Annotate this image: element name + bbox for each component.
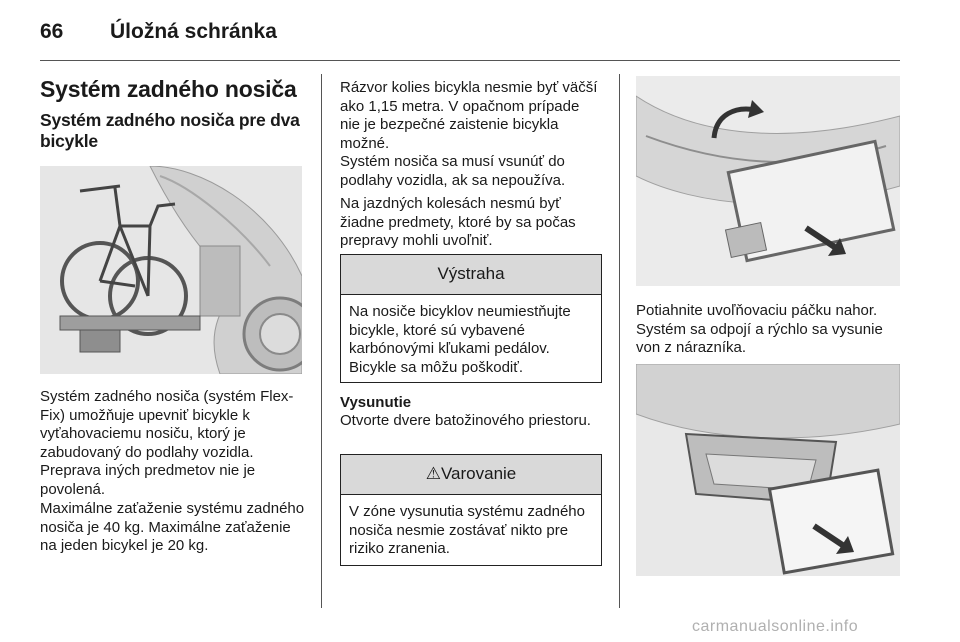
carrier-extended-illustration <box>636 364 900 576</box>
header-divider <box>40 60 900 61</box>
release-lever-illustration <box>636 76 900 286</box>
warning-icon: ⚠ <box>425 464 441 483</box>
warning-text: V zóne vysunutia systému zadného nosiča nesmie zostávať nikto pre riziko zranenia. <box>349 503 585 557</box>
extend-heading: Vysunutie <box>340 394 412 411</box>
intro-paragraph: Systém zadného nosiča (systém Flex-Fix) umožňuje upevniť bicykle k vyťahovaciemu nosiču, ktorý je zabudovaný do podlahy vozidla. Preprava iných predmetov nie je povolená. <box>40 388 294 498</box>
bicycle-carrier-illustration <box>40 166 302 374</box>
warning-header <box>341 455 601 495</box>
warning-title: Varovanie <box>440 464 517 483</box>
warning-box <box>340 454 602 566</box>
footer-watermark: carmanualsonline.info <box>692 618 859 635</box>
page-header <box>40 18 900 52</box>
section-title: Systém zadného nosiča <box>40 76 297 102</box>
column-divider-2 <box>619 74 620 608</box>
section-subtitle: Systém zadného nosiča pre dva bicykle <box>40 110 300 151</box>
page-number: 66 <box>40 20 64 43</box>
release-paragraph: Potiahnite uvoľňovaciu páčku nahor. Systém sa odpojí a rýchlo sa vysunie von z nárazníka. <box>636 302 883 356</box>
caution-title: Výstraha <box>341 255 601 295</box>
caution-text: Na nosiče bicyklov neumiestňujte bicykle, ktoré sú vybavené karbónovými kľukami pedálov. Bicykle sa môžu poškodiť. <box>349 303 571 376</box>
stow-paragraph: Systém nosiča sa musí vsunúť do podlahy vozidla, ak sa nepoužíva. <box>340 153 566 189</box>
extend-text: Otvorte dvere batožinového priestoru. <box>340 412 591 429</box>
wheelbase-paragraph: Rázvor kolies bicykla nesmie byť väčší ako 1,15 metra. V opačnom prípade nie je bezpečné zaistenie bicykla možné. <box>340 79 598 152</box>
loose-items-paragraph: Na jazdných kolesách nesmú byť žiadne predmety, ktoré by sa počas prepravy mohli uvoľniť. <box>340 195 576 249</box>
column-divider-1 <box>321 74 322 608</box>
load-paragraph: Maximálne zaťaženie systému zadného nosiča je 40 kg. Maximálne zaťaženie na jeden bicykel je 20 kg. <box>40 500 305 554</box>
chapter-title: Úložná schránka <box>110 20 277 43</box>
caution-box <box>340 254 602 383</box>
